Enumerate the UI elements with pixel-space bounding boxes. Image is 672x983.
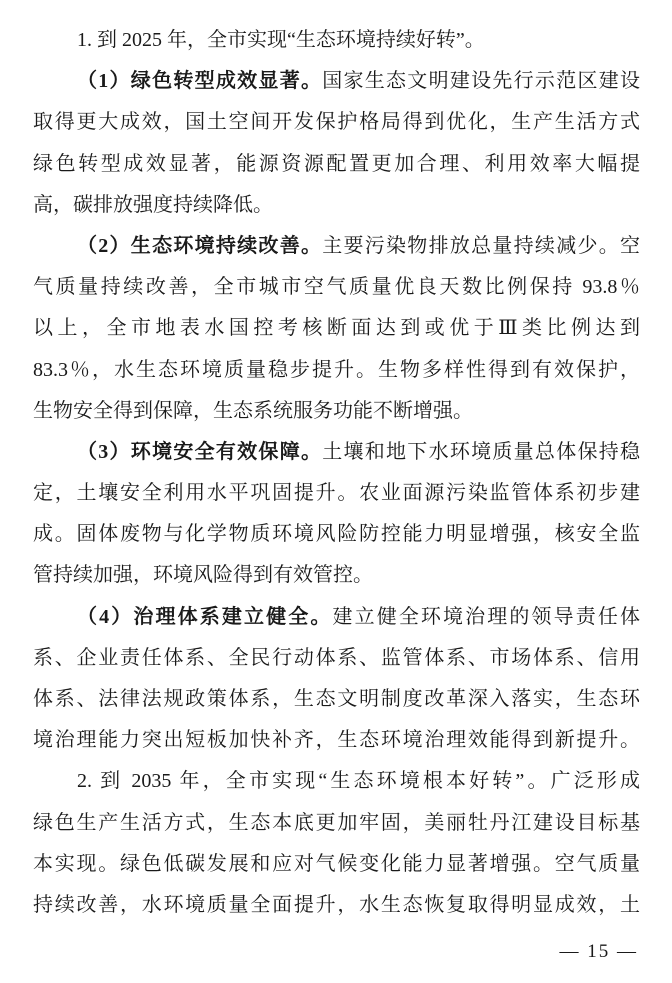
paragraph-text: 气质量持续改善，全市城市空气质量优良天数比例保持 93.8％ [33, 276, 640, 299]
text-line [33, 144, 640, 185]
text-line [33, 391, 640, 432]
paragraph-text: 管持续加强，环境风险得到有效管控。 [33, 564, 373, 587]
paragraph-text: 土壤和地下水环境质量总体保持稳 [322, 440, 640, 463]
paragraph-lead: （2）生态环境持续改善。 [77, 234, 323, 257]
text-line [33, 679, 640, 720]
paragraph-text: 成。固体废物与化学物质环境风险防控能力明显增强，核安全监 [33, 523, 640, 546]
text-line [33, 885, 640, 926]
paragraph-text: 高，碳排放强度持续降低。 [33, 193, 273, 216]
text-line [33, 432, 640, 473]
text-line [33, 61, 640, 102]
paragraph-lead: （1）绿色转型成效显著。 [77, 70, 323, 93]
text-line [33, 102, 640, 143]
paragraph-text: 主要污染物排放总量持续减少。空 [322, 234, 640, 257]
paragraph-lead: （3）环境安全有效保障。 [77, 440, 323, 463]
text-line [33, 555, 640, 596]
paragraph-text: 绿色转型成效显著，能源资源配置更加合理、利用效率大幅提 [33, 152, 640, 175]
text-line [33, 638, 640, 679]
paragraph-text: 本实现。绿色低碳发展和应对气候变化能力显著增强。空气质量 [33, 852, 640, 875]
text-line [33, 267, 640, 308]
text-line [33, 20, 640, 61]
text-line [33, 308, 640, 349]
paragraph-text: 持续改善，水环境质量全面提升，水生态恢复取得明显成效，土 [33, 893, 640, 916]
paragraph-text: 绿色生产生活方式，生态本底更加牢固，美丽牡丹江建设目标基 [33, 811, 640, 834]
paragraph-text: 境治理能力突出短板加快补齐，生态环境治理效能得到新提升。 [33, 729, 640, 752]
text-line [33, 761, 640, 802]
paragraph-text: 系、企业责任体系、全民行动体系、监管体系、市场体系、信用 [33, 646, 640, 669]
paragraph-text: 生物安全得到保障，生态系统服务功能不断增强。 [33, 399, 473, 422]
paragraph-lead: （4）治理体系建立健全。 [77, 605, 333, 628]
paragraph-text: 2. 到 2035 年，全市实现“生态环境根本好转”。广泛形成 [77, 770, 640, 793]
paragraph-text: 建立健全环境治理的领导责任体 [332, 605, 640, 628]
page-number: — 15 — [559, 941, 638, 962]
paragraph-text: 体系、法律法规政策体系，生态文明制度改革深入落实，生态环 [33, 688, 640, 710]
text-line [33, 514, 640, 555]
text-line [33, 844, 640, 885]
text-line [33, 597, 640, 638]
paragraph-text: 取得更大成效，国土空间开发保护格局得到优化，生产生活方式 [33, 111, 640, 134]
text-line [33, 226, 640, 267]
text-line [33, 720, 640, 761]
page-body [33, 20, 640, 926]
paragraph-text: 83.3％，水生态环境质量稳步提升。生物多样性得到有效保护， [33, 358, 640, 381]
text-line [33, 185, 640, 226]
paragraph-text: 以上，全市地表水国控考核断面达到或优于Ⅲ类比例达到 [33, 317, 640, 340]
paragraph-text: 1. 到 2025 年，全市实现“生态环境持续好转”。 [77, 29, 485, 51]
text-line [33, 473, 640, 514]
paragraph-text: 定，土壤安全利用水平巩固提升。农业面源污染监管体系初步建 [33, 482, 640, 505]
text-line [33, 803, 640, 844]
paragraph-text: 国家生态文明建设先行示范区建设 [322, 70, 640, 93]
text-line [33, 350, 640, 391]
